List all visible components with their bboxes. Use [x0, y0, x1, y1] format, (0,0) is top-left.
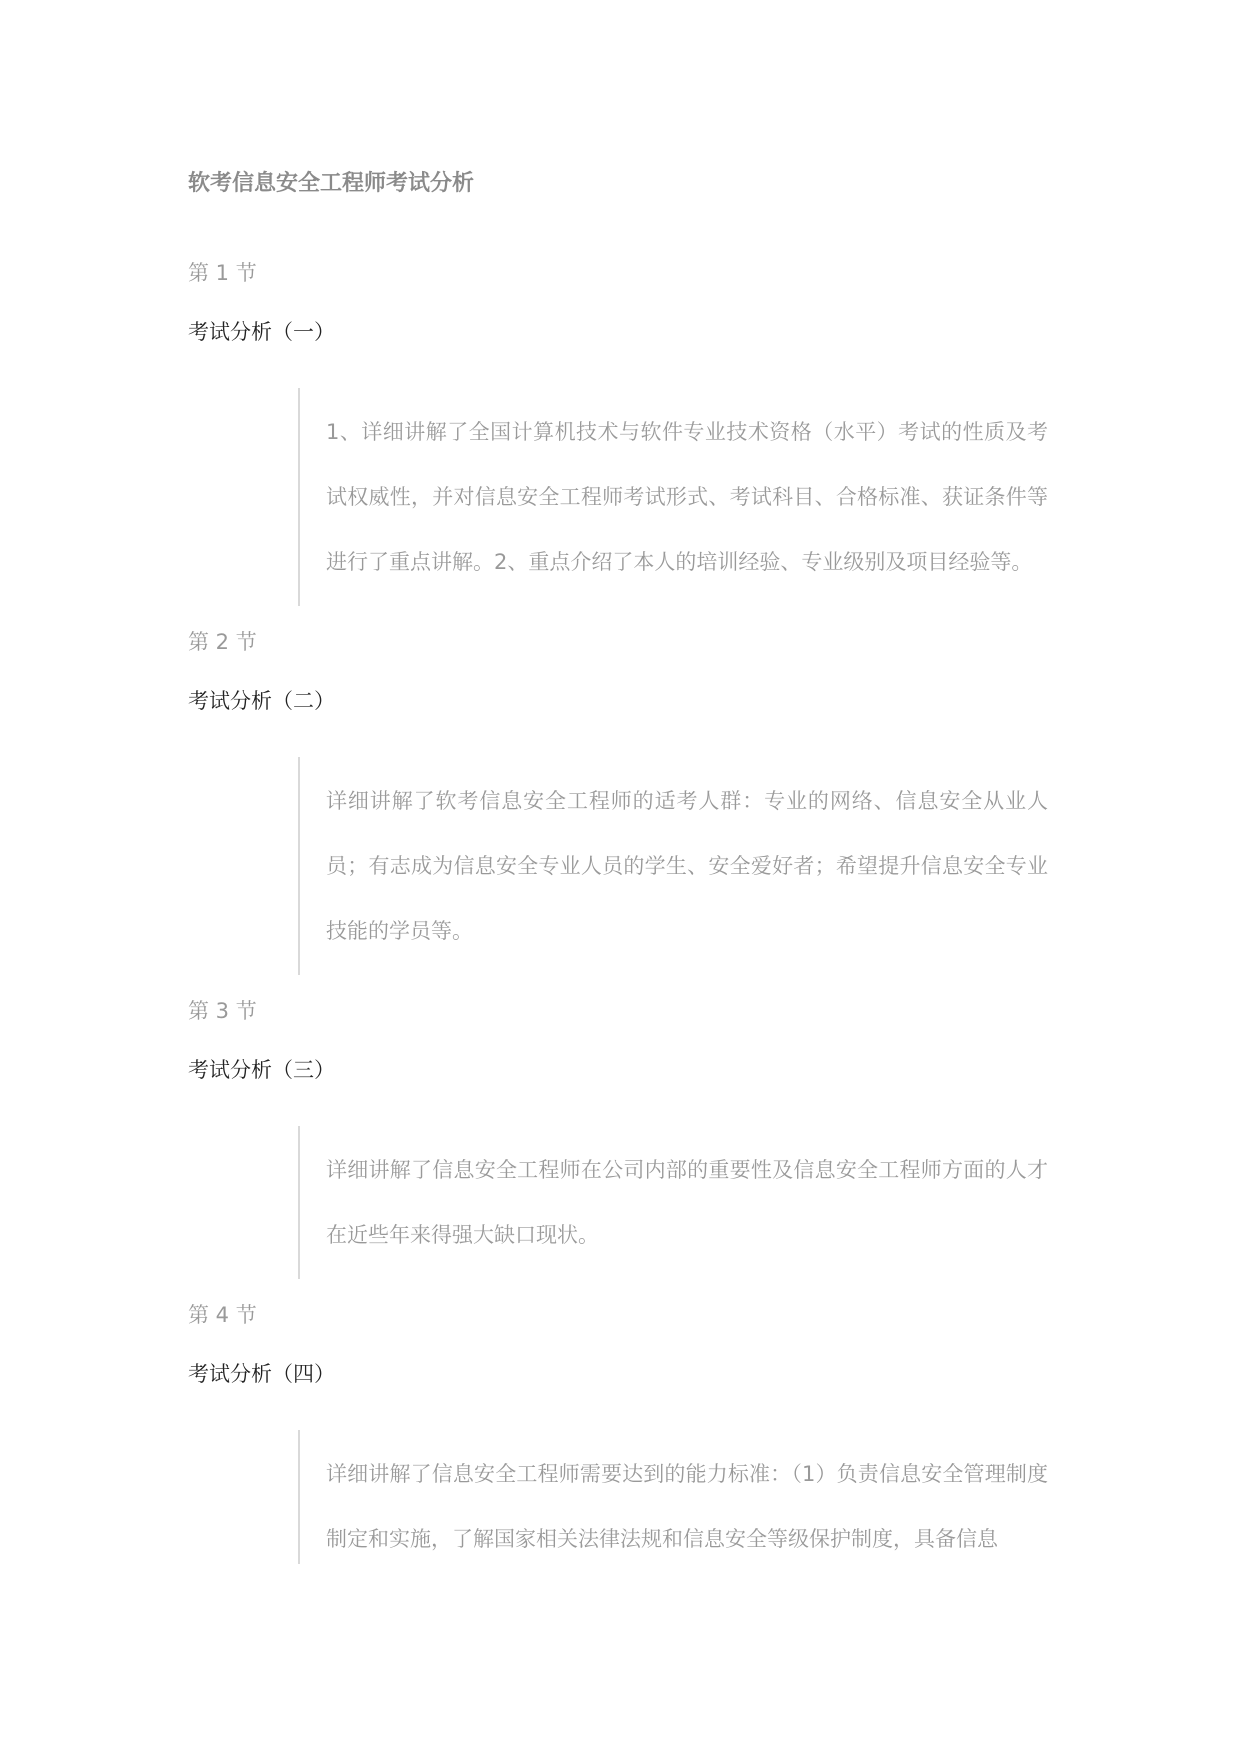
section-label-3: 第 3 节 — [188, 999, 257, 1023]
document-title: 软考信息安全工程师考试分析 — [188, 171, 475, 196]
section-body-3: 详细讲解了信息安全工程师在公司内部的重要性及信息安全工程师方面的人才在近些年来得强大缺口现状。 — [326, 1158, 1048, 1247]
section-heading-2: 考试分析（二） — [188, 689, 335, 713]
section-body-2: 详细讲解了软考信息安全工程师的适考人群：专业的网络、信息安全从业人员；有志成为信息安全专业人员的学生、安全爱好者；希望提升信息安全专业技能的学员等。 — [326, 789, 1048, 943]
section-heading-4: 考试分析（四） — [188, 1362, 335, 1386]
section-heading-3: 考试分析（三） — [188, 1058, 335, 1082]
section-heading-1: 考试分析（一） — [188, 320, 335, 344]
section-quote-3 — [298, 1126, 1048, 1279]
section-label-1: 第 1 节 — [188, 261, 257, 285]
section-body-4: 详细讲解了信息安全工程师需要达到的能力标准：（1）负责信息安全管理制度制定和实施，了解国家相关法律法规和信息安全等级保护制度，具备信息 — [326, 1462, 1048, 1551]
section-label-2: 第 2 节 — [188, 630, 257, 654]
section-quote-1 — [298, 388, 1048, 606]
section-label-4: 第 4 节 — [188, 1303, 257, 1327]
section-quote-2 — [298, 757, 1048, 975]
section-body-1: 1、详细讲解了全国计算机技术与软件专业技术资格（水平）考试的性质及考试权威性，并对信息安全工程师考试形式、考试科目、合格标准、获证条件等进行了重点讲解。2、重点介绍了本人的培训经验、专业级别及项目经验等。 — [326, 420, 1048, 574]
section-quote-4 — [298, 1430, 1048, 1564]
